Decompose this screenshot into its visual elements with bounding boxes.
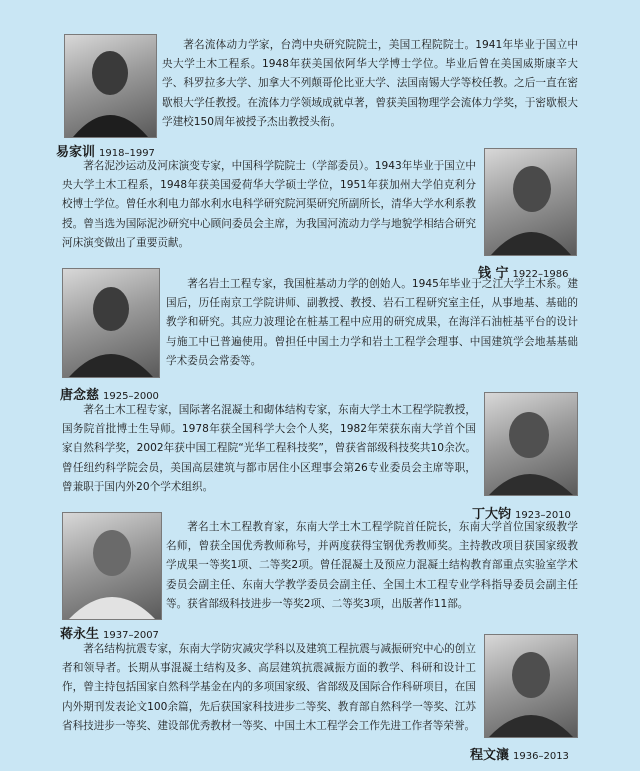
person-name: 易家训: [56, 145, 96, 160]
portrait-photo-icon: [485, 393, 577, 495]
portrait-photo-4: [484, 392, 578, 496]
bio-text-4: 著名土木工程专家，国际著名混凝土和砌体结构专家，东南大学土木工程学院教授，国务院首批博士生导师。1978年获全国科学大会个人奖，1982年荣获东南大学首个国家自然科学奖，2002年获中国工程院“光华工程科技奖”，曾获省部级科技奖共10余次。曾任纽约科学院会员，美国高层建筑与都市居住小区理事会第26专业委员会主席等职，曾兼职于国内外20个学术组织。: [62, 404, 476, 493]
portrait-photo-icon: [63, 513, 161, 619]
person-years: 1918–1997: [99, 148, 155, 159]
person-name: 丁大钧: [472, 507, 512, 522]
person-name: 钱 宁: [478, 266, 509, 281]
bio-text-2: 著名泥沙运动及河床演变专家，中国科学院院士（学部委员）。1943年毕业于国立中央大学土木工程系，1948年获美国爱荷华大学硕士学位，1951年获加州大学伯克利分校博士学位。曾任水利电力部水利水电科学研究院河渠研究所副所长，清华大学水利系教授。曾当选为国际泥沙研究中心顾问委员会主席，为我国河流动力学与地貌学相结合研究河床演变做出了重要贡献。: [62, 160, 476, 249]
portrait-photo-icon: [485, 149, 576, 255]
portrait-photo-icon: [65, 35, 156, 137]
bio-text-1: 著名流体动力学家，台湾中央研究院院士，美国工程院院士。1941年毕业于国立中央大学土木工程系。1948年获美国依阿华大学博士学位。毕业后曾在美国威斯康辛大学、科罗拉多大学、加拿大不列颠哥伦比亚大学、法国南锡大学等校任教。之后一直在密歇根大学任教授。在流体力学领域成就卓著，曾获美国物理学会流体力学奖，于密歇根大学建校150周年被授予杰出教授头衔。: [162, 39, 578, 128]
person-years: 1937–2007: [103, 630, 159, 641]
bio-text-5: 著名土木工程教育家，东南大学土木工程学院首任院长，东南大学首位国家级教学名师，曾获全国优秀教师称号，并两度获得宝钢优秀教师奖。主持教改项目获国家级教学成果一等奖1项、二等奖2项。曾任混凝土及预应力混凝土结构教育部重点实验室学术委员会副主任、东南大学教学委员会副主任、全国土木工程专业学科指导委员会副主任等。获省部级科技进步一等奖2项、二等奖3项，出版著作11部。: [166, 521, 578, 610]
person-name: 程文瀼: [470, 748, 510, 763]
person-name: 唐念慈: [60, 388, 100, 403]
portrait-photo-icon: [63, 269, 159, 377]
bio-text-6: 著名结构抗震专家，东南大学防灾减灾学科以及建筑工程抗震与减振研究中心的创立者和领导者。长期从事混凝土结构及多、高层建筑抗震减振方面的教学、科研和设计工作，曾主持包括国家自然科学基金在内的多项国家级、省部级及国际合作科研项目，在国内外期刊发表论文100余篇，先后获国家科技进步二等奖、教育部自然科学一等奖、江苏省科技进步一等奖、建设部优秀教材一等奖、中国土木工程学会工作先进工作者等荣誉。: [62, 643, 476, 732]
person-years: 1922–1986: [512, 269, 569, 280]
portrait-photo-2: [484, 148, 577, 256]
portrait-photo-1: [64, 34, 157, 138]
person-years: 1923–2010: [515, 510, 571, 521]
person-years: 1925–2000: [103, 391, 159, 402]
portrait-photo-5: [62, 512, 162, 620]
portrait-photo-3: [62, 268, 160, 378]
name-caption-6: [470, 744, 569, 763]
portrait-photo-6: [484, 634, 578, 738]
bio-text-3: 著名岩土工程专家，我国桩基动力学的创始人。1945年毕业于之江大学土木系。建国后，历任南京工学院讲师、副教授、教授、岩石工程研究室主任，从事地基、基础的教学和研究。其应力波理论在桩基工程中应用的研究成果，在海洋石油桩基平台的设计与施工中已普遍使用。曾担任中国土力学和岩土工程学会理事、中国建筑学会地基基础学术委员会常委等。: [166, 278, 578, 367]
person-name: 蒋永生: [60, 627, 100, 642]
person-years: 1936–2013: [513, 751, 569, 762]
portrait-photo-icon: [485, 635, 577, 737]
